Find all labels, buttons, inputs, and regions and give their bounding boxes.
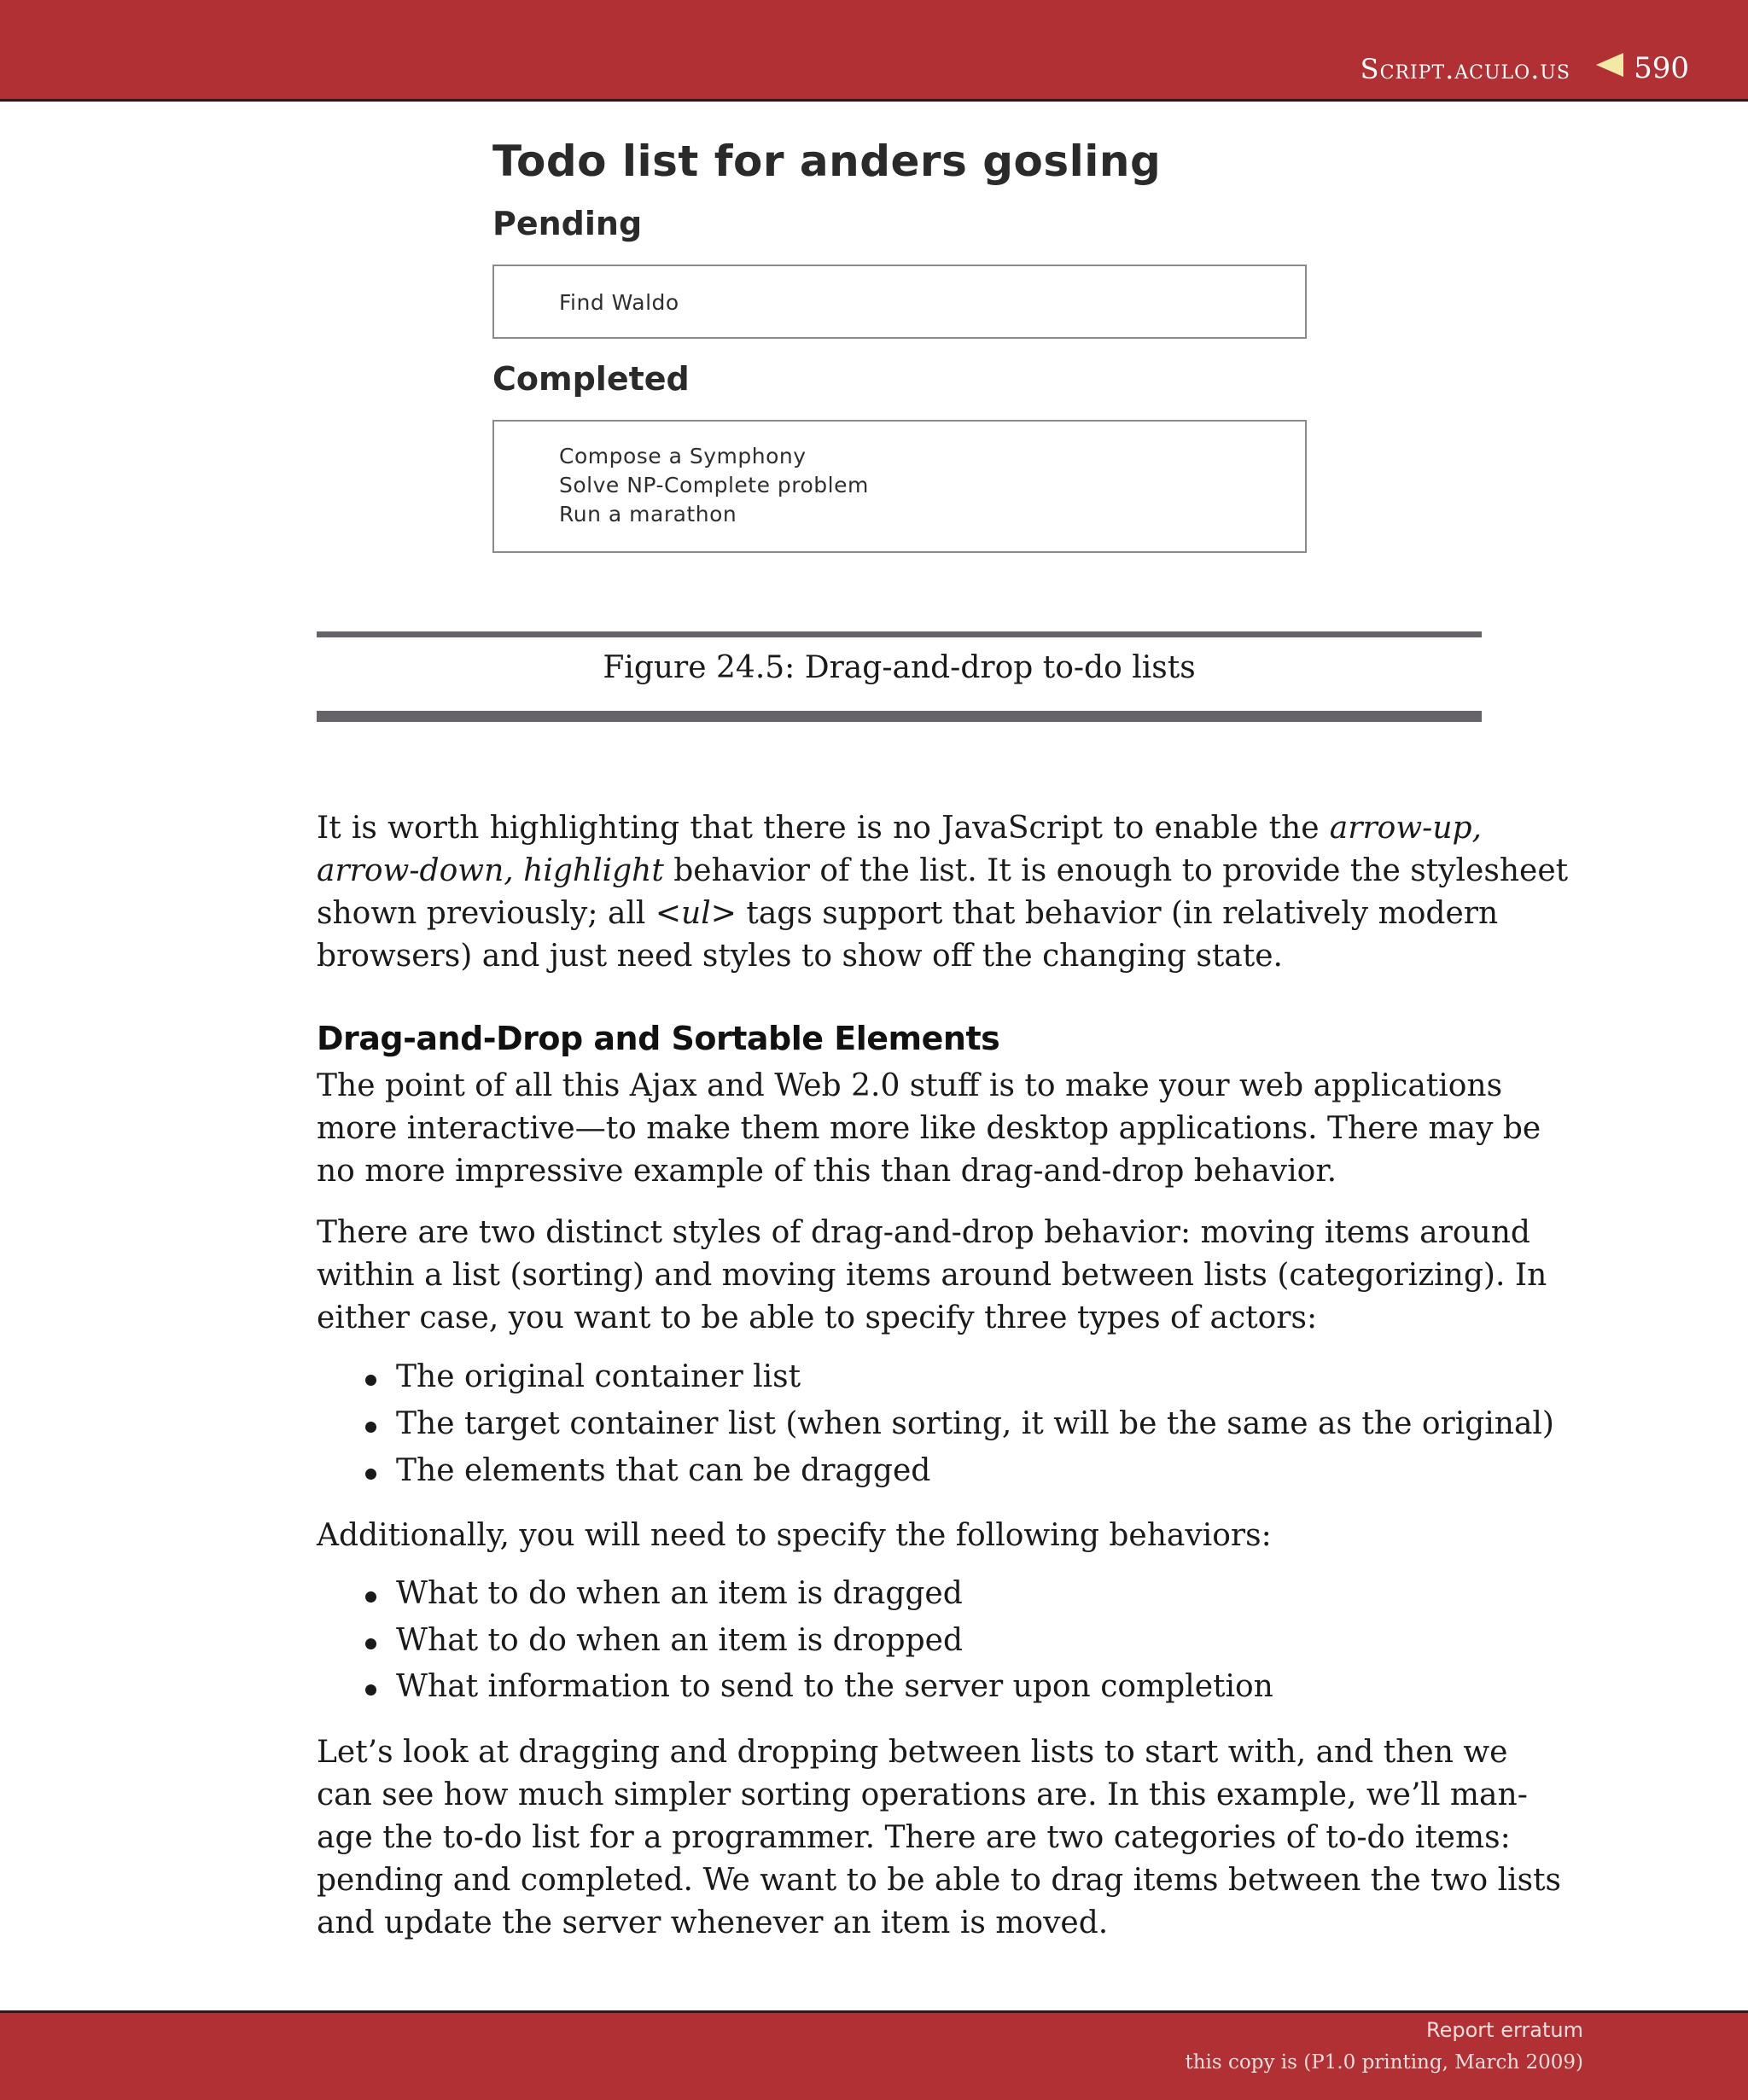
previous-page-arrow-icon[interactable] [1596,53,1623,77]
text-line: The point of all this Ajax and Web 2.0 stuff is to make your web applications [317,1068,1503,1103]
text-line: age the to-do list for a programmer. There are two categories of to-do items: [317,1820,1511,1855]
section-title: Script.aculo.us [1360,53,1570,85]
paragraph [317,1065,1541,1193]
list-item[interactable]: Find Waldo [559,290,679,315]
text-line: It is worth highlighting that there is no JavaScript to enable the arrow-up, [317,811,1482,846]
text-line: There are two distinct styles of drag-and-drop behavior: moving items around [317,1215,1530,1250]
text-line: browsers) and just need styles to show off the changing state. [317,939,1283,974]
emphasis: arrow-down, highlight [317,853,664,888]
copy-info: this copy is (P1.0 printing, March 2009) [1185,2051,1583,2074]
header-bar [0,0,1748,102]
pending-list[interactable] [492,265,1307,339]
text-line: arrow-down, highlight behavior of the list. It is enough to provide the stylesheet [317,853,1569,888]
page-number: 590 [1634,51,1689,85]
paragraph [317,1212,1547,1340]
completed-heading: Completed [492,360,690,398]
text-line: can see how much simpler sorting operations are. In this example, we’ll man- [317,1777,1528,1812]
todo-app-title: Todo list for anders gosling [492,137,1162,186]
bullet-icon [365,1638,376,1649]
figure-screenshot [492,137,1312,563]
paragraph [317,1731,1562,1945]
paragraph [317,807,1569,978]
text-line: more interactive—to make them more like desktop applications. There may be [317,1111,1541,1146]
pending-heading: Pending [492,205,643,242]
list-item[interactable]: Run a marathon [559,502,737,526]
paragraph [317,1515,1482,1557]
bullet-icon [365,1469,376,1480]
text-line: Let’s look at dragging and dropping between lists to start with, and then we [317,1735,1508,1770]
caption-top-rule [317,631,1482,637]
list-item[interactable]: Compose a Symphony [559,444,807,468]
section-heading: Drag-and-Drop and Sortable Elements [317,1020,1000,1057]
text-line: either case, you want to be able to specify three types of actors: [317,1300,1318,1335]
caption-bottom-rule [317,711,1482,722]
text-line: Additionally, you will need to specify the following behaviors: [317,1518,1272,1553]
bullet-icon [365,1422,376,1433]
figure-caption: Figure 24.5: Drag-and-drop to-do lists [603,650,1196,685]
text-line: within a list (sorting) and moving items around between lists (categorizing). In [317,1258,1547,1293]
text-line: pending and completed. We want to be able to drag items between the two lists [317,1863,1562,1898]
emphasis: arrow-up, [1329,811,1482,846]
bullet-icon [365,1684,376,1696]
emphasis: ul [681,896,711,931]
completed-list[interactable] [492,420,1307,553]
text-line: no more impressive example of this than drag-and-drop behavior. [317,1154,1337,1189]
list-item[interactable]: Solve NP-Complete problem [559,473,869,497]
text-line: and update the server whenever an item is moved. [317,1905,1109,1940]
report-erratum-link[interactable]: Report erratum [1426,2018,1583,2042]
bullet-icon [365,1591,376,1603]
text-line: shown previously; all <ul> tags support that behavior (in relatively modern [317,896,1499,931]
bullet-icon [365,1375,376,1386]
